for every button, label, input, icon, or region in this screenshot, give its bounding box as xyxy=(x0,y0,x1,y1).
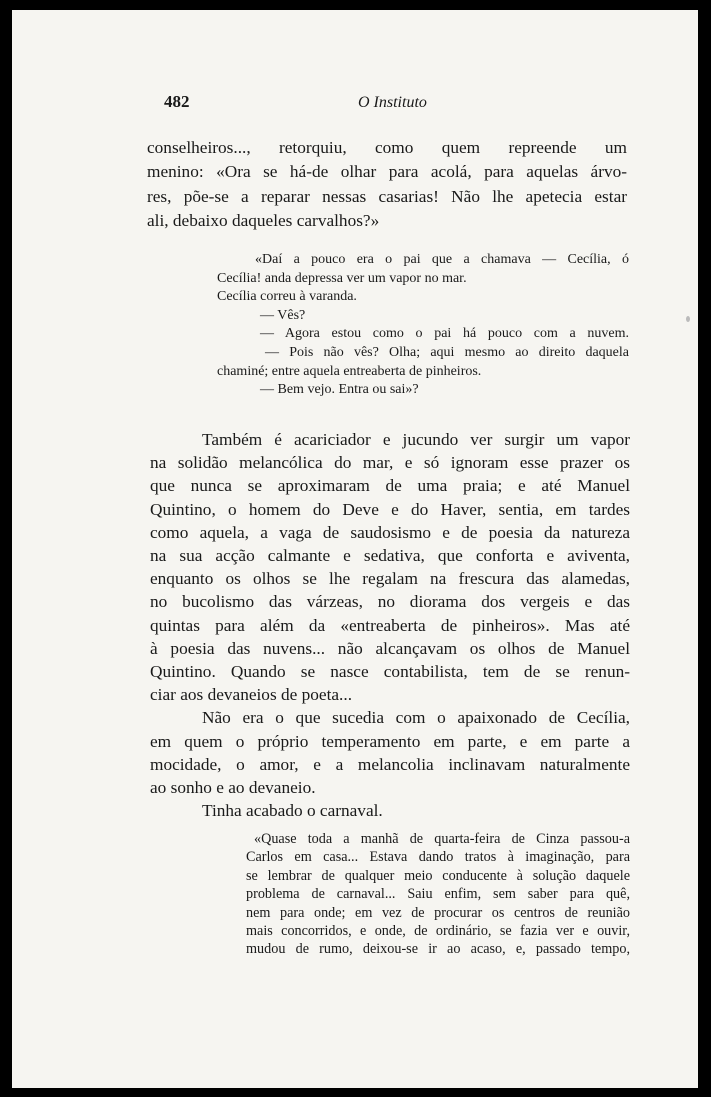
block-quote-dialogue xyxy=(217,251,629,400)
running-title: O Instituto xyxy=(358,94,427,111)
text-line: ciar aos devaneios de poeta... xyxy=(150,685,353,705)
text-line: à poesia das nuvens... não alcançavam os olhos de Manuel xyxy=(150,638,630,658)
text-line: Cecília correu à varanda. xyxy=(217,289,357,305)
page-header xyxy=(12,92,698,118)
text-line: Cecília! anda depressa ver um vapor no mar. xyxy=(217,270,467,286)
text-line: mais concorridos, e onde, de ordinário, se fazia ver e ouvir, xyxy=(246,923,630,940)
text-line: Quintino. Quando se nasce contabilista, tem de se renun- xyxy=(150,662,630,682)
text-line: — Pois não vês? Olha; aqui mesmo ao direito daquela xyxy=(265,344,629,360)
text-line: chaminé; entre aquela entreaberta de pinheiros. xyxy=(217,363,482,379)
text-line: no bucolismo das várzeas, no diorama dos vergeis e das xyxy=(150,592,630,612)
text-line: menino: «Ora se há-de olhar para acolá, para aquelas árvo- xyxy=(147,162,627,182)
text-line: problema de carnaval... Saiu enfim, sem saber para quê, xyxy=(246,886,630,903)
text-line: quintas para além da «entreaberta de pinheiros». Mas até xyxy=(150,615,630,635)
text-line: na sua acção calmante e sedativa, que conforta e aviventa, xyxy=(150,546,630,566)
text-line: na solidão melancólica do mar, e só ignoram esse prazer os xyxy=(150,453,630,473)
text-line: como aquela, a vaga de saudosismo e de poesia da natureza xyxy=(150,522,630,542)
text-line: em quem o próprio temperamento em parte, e em parte a xyxy=(150,731,630,751)
text-line: ali, debaixo daqueles carvalhos?» xyxy=(147,210,380,230)
text-line: Quintino, o homem do Deve e do Haver, sentia, em tardes xyxy=(150,499,630,519)
text-line: res, põe-se a reparar nessas casarias! Não lhe apetecia estar xyxy=(147,186,627,206)
text-line: «Quase toda a manhã de quarta-feira de Cinza passou-a xyxy=(254,831,630,847)
text-line: conselheiros..., retorquiu, como quem repreende um xyxy=(147,138,627,157)
text-line: ao sonho e ao devaneio. xyxy=(150,778,316,798)
text-line: — Vês? xyxy=(260,307,306,323)
text-line: se lembrar de qualquer meio conducente à solução daquele xyxy=(246,867,630,884)
text-line: Carlos em casa... Estava dando tratos à imaginação, para xyxy=(246,849,630,866)
text-line: nem para onde; em vez de procurar os centros de reunião xyxy=(246,904,630,921)
book-page xyxy=(12,10,698,1088)
page-number: 482 xyxy=(164,92,190,111)
text-line: mudou de rumo, deixou-se ir ao acaso, e, passado tempo, xyxy=(246,941,630,958)
paragraph-opening xyxy=(147,136,627,233)
text-line: Também é acariciador e jucundo ver surgir um vapor xyxy=(202,430,630,449)
text-line: Tinha acabado o carnaval. xyxy=(202,801,383,821)
text-line: enquanto os olhos se lhe regalam na frescura das alamedas, xyxy=(150,569,630,589)
paragraph-body xyxy=(150,428,630,822)
text-line: «Daí a pouco era o pai que a chamava — Cecília, ó xyxy=(255,252,629,267)
text-line: — Bem vejo. Entra ou sai»? xyxy=(260,382,419,398)
paper-speck xyxy=(686,316,690,322)
text-line: Não era o que sucedia com o apaixonado de Cecília, xyxy=(202,708,630,728)
text-line: — Agora estou como o pai há pouco com a nuvem. xyxy=(260,326,629,342)
text-line: mocidade, o amor, e a melancolia inclinavam naturalmente xyxy=(150,754,630,774)
text-line: que nunca se aproximaram de uma praia; e até Manuel xyxy=(150,476,630,496)
block-quote-citation xyxy=(246,830,630,959)
